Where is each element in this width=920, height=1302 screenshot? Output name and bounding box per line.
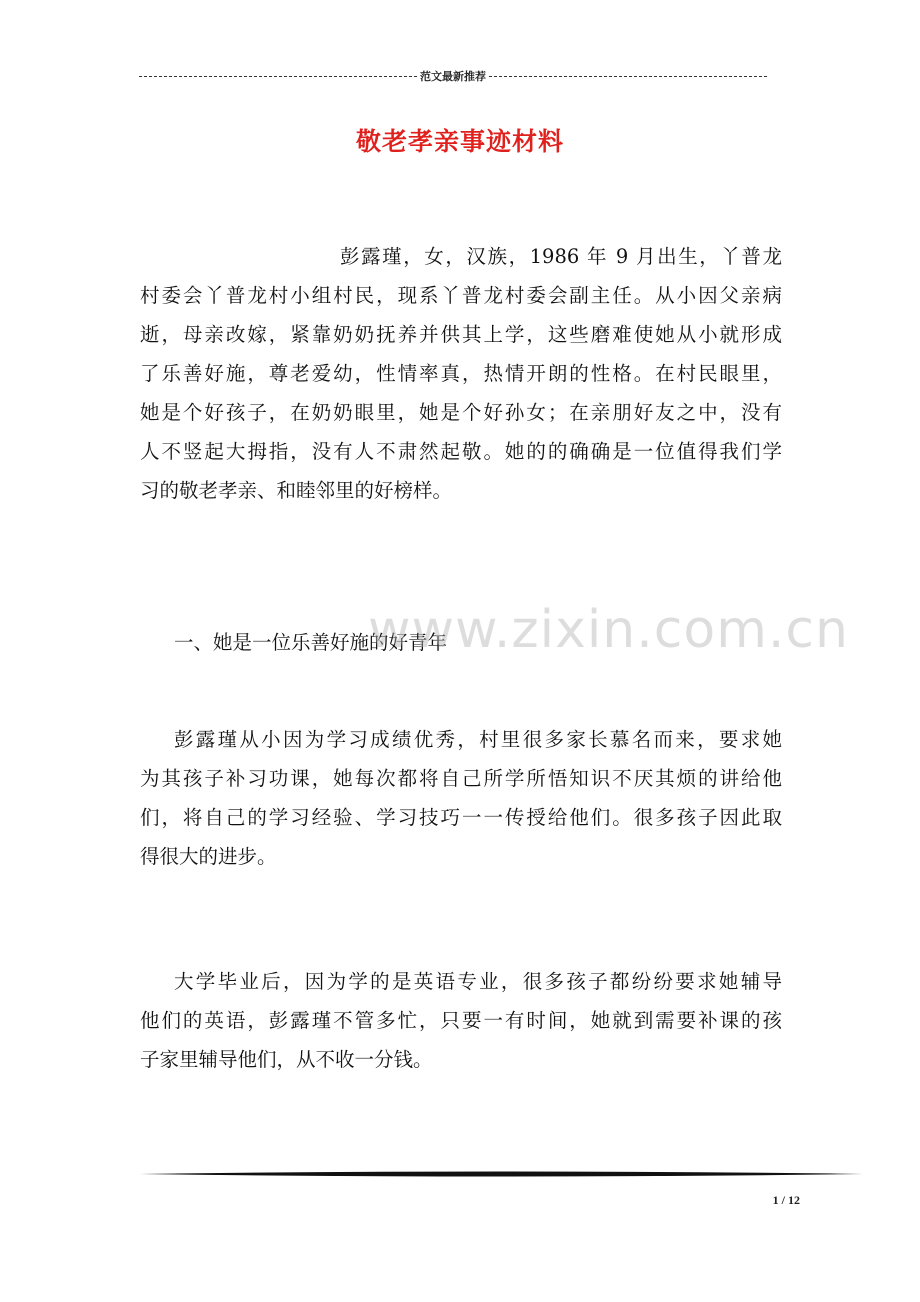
paragraph-line: 习的敬老孝亲、和睦邻里的好榜样。 [140,479,453,502]
header-label: 范文最新推荐 [420,70,486,83]
document-title: 敬老孝亲事迹材料 [355,127,564,156]
header-rule [139,68,767,84]
paragraph-line: 得很大的进步。 [140,845,277,868]
footer-rule [140,1170,863,1178]
paragraph-line: 们，将自己的学习经验、学习技巧一一传授给他们。很多孩子因此取 [140,806,782,829]
paragraph-line: 村委会丫普龙村小组村民，现系丫普龙村委会副主任。从小因父亲病 [140,284,782,307]
paragraph-line: 彭露瑾从小因为学习成绩优秀，村里很多家长慕名而来，要求她 [174,728,782,751]
paragraph-english [140,962,782,1079]
paragraph-line: 子家里辅导他们，从不收一分钱。 [140,1048,433,1071]
paragraph-line: 逝，母亲改嫁，紧靠奶奶抚养并供其上学，这些磨难使她从小就形成 [140,323,782,346]
paragraph-line: 人不竖起大拇指，没有人不肃然起敬。她的的确确是一位值得我们学 [140,440,782,463]
section-heading-text: 一、她是一位乐善好施的好青年 [174,631,448,654]
paragraph-line: 大学毕业后，因为学的是英语专业，很多孩子都纷纷要求她辅导 [174,970,782,993]
paragraph-line: 了乐善好施，尊老爱幼，性情率真，热情开朗的性格。在村民眼里， [140,362,782,385]
paragraph-line: 为其孩子补习功课，她每次都将自己所学所悟知识不厌其烦的讲给他 [140,767,782,790]
paragraph-line: 彭露瑾，女，汉族，1986 年 9 月出生，丫普龙 [340,245,782,268]
paragraph-tutoring [140,720,782,876]
paragraph-line: 她是个好孩子，在奶奶眼里，她是个好孙女；在亲朋好友之中，没有 [140,401,782,424]
header-dashes-left [139,76,417,77]
page-number: 1 / 12 [772,1193,800,1207]
section-heading [140,623,782,662]
paragraph-line: 他们的英语，彭露瑾不管多忙，只要一有时间，她就到需要补课的孩 [140,1009,782,1032]
header-dashes-right [489,76,767,77]
paragraph-intro [140,237,782,510]
watermark: www.zixin.com.cn [368,600,849,660]
